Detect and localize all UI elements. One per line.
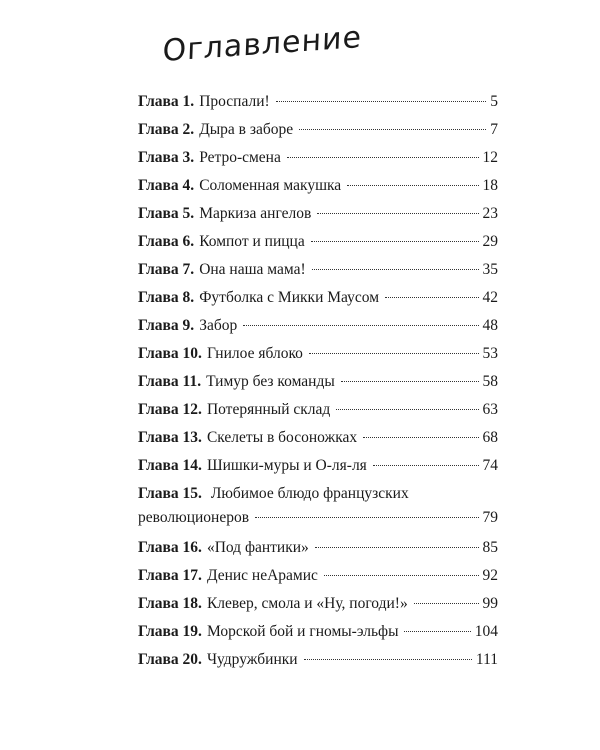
page-number: 18: [482, 177, 498, 194]
chapter-number: Глава 13.: [138, 429, 202, 446]
dot-leader: [299, 129, 486, 130]
chapter-title: Маркиза ангелов: [199, 205, 312, 222]
dot-leader: [304, 659, 472, 660]
dot-leader: [317, 213, 478, 214]
dot-leader: [276, 101, 487, 102]
chapter-title: Компот и пицца: [199, 233, 305, 250]
chapter-title: Футболка с Микки Маусом: [199, 289, 380, 306]
chapter-number: Глава 15.: [138, 485, 202, 502]
toc-entry: [138, 88, 498, 116]
toc-entry: [138, 562, 498, 590]
page-number: 48: [482, 317, 498, 334]
page-number: 111: [475, 651, 498, 668]
toc-list: [138, 88, 498, 674]
toc-entry: [138, 340, 498, 368]
chapter-title: Забор: [199, 317, 238, 334]
chapter-title: «Под фантики»: [206, 539, 309, 556]
dot-leader: [414, 603, 479, 604]
page-number: 92: [482, 567, 498, 584]
toc-entry: [138, 228, 498, 256]
chapter-number: Глава 1.: [138, 93, 195, 110]
toc-entry: [138, 368, 498, 396]
chapter-title: Проспали!: [199, 93, 270, 110]
toc-entry: [138, 312, 498, 340]
toc-entry: [138, 144, 498, 172]
toc-entry: [138, 480, 498, 534]
chapter-number: Глава 12.: [138, 401, 202, 418]
page-number: 85: [482, 539, 498, 556]
chapter-title: Соломенная макушка: [199, 177, 342, 194]
page-number: 12: [482, 149, 498, 166]
toc-entry: [138, 116, 498, 144]
chapter-title: Скелеты в босоножках: [206, 429, 358, 446]
dot-leader: [287, 157, 479, 158]
dot-leader: [336, 409, 478, 410]
page-number: 63: [482, 401, 498, 418]
chapter-number: Глава 17.: [138, 567, 202, 584]
page-number: 58: [482, 373, 498, 390]
page-number: 104: [474, 623, 498, 640]
chapter-number: Глава 9.: [138, 317, 195, 334]
page-number: 79: [482, 509, 498, 526]
chapter-title: Дыра в заборе: [199, 121, 294, 138]
dot-leader: [373, 465, 479, 466]
toc-entry-line-2: [138, 506, 498, 530]
chapter-number: Глава 16.: [138, 539, 202, 556]
chapter-title: Денис неАрамис: [206, 567, 318, 584]
chapter-number: Глава 14.: [138, 457, 202, 474]
toc-entry: [138, 200, 498, 228]
dot-leader: [324, 575, 479, 576]
dot-leader: [341, 381, 479, 382]
toc-entry: [138, 590, 498, 618]
chapter-number: Глава 4.: [138, 177, 195, 194]
chapter-title: Потерянный склад: [206, 401, 331, 418]
page-number: 23: [482, 205, 498, 222]
toc-entry: [138, 172, 498, 200]
toc-entry: [138, 534, 498, 562]
dot-leader: [311, 241, 479, 242]
chapter-number: Глава 18.: [138, 595, 202, 612]
chapter-number: Глава 5.: [138, 205, 195, 222]
toc-entry: [138, 618, 498, 646]
chapter-title: Тимур без команды: [206, 373, 335, 390]
chapter-title: Чудружбинки: [206, 651, 298, 668]
dot-leader: [312, 269, 479, 270]
page-number: 42: [482, 289, 498, 306]
page-number: 99: [482, 595, 498, 612]
toc-entry: [138, 646, 498, 674]
chapter-title-continued: революционеров: [138, 509, 250, 526]
dot-leader: [363, 437, 478, 438]
dot-leader: [385, 297, 478, 298]
dot-leader: [255, 517, 478, 518]
page-number: 74: [482, 457, 498, 474]
chapter-number: Глава 2.: [138, 121, 195, 138]
page-number: 68: [482, 429, 498, 446]
toc-entry-line-1: [138, 482, 498, 506]
chapter-title: Она наша мама!: [199, 261, 306, 278]
dot-leader: [243, 325, 478, 326]
toc-title: Оглавление: [162, 19, 363, 69]
toc-entry: [138, 256, 498, 284]
page-number: 29: [482, 233, 498, 250]
chapter-title: Шишки-муры и О-ля-ля: [206, 457, 367, 474]
chapter-title: Морской бой и гномы-эльфы: [206, 623, 399, 640]
chapter-number: Глава 20.: [138, 651, 202, 668]
chapter-number: Глава 7.: [138, 261, 195, 278]
chapter-number: Глава 19.: [138, 623, 202, 640]
chapter-number: Глава 3.: [138, 149, 195, 166]
page-number: 35: [482, 261, 498, 278]
chapter-title: Ретро-смена: [199, 149, 281, 166]
dot-leader: [404, 631, 470, 632]
toc-entry: [138, 396, 498, 424]
chapter-number: Глава 6.: [138, 233, 195, 250]
chapter-title: Любимое блюдо французских: [210, 485, 409, 502]
page-number: 5: [490, 93, 498, 110]
chapter-number: Глава 10.: [138, 345, 202, 362]
page-number: 53: [482, 345, 498, 362]
dot-leader: [309, 353, 479, 354]
toc-entry: [138, 452, 498, 480]
chapter-number: Глава 11.: [138, 373, 202, 390]
chapter-number: Глава 8.: [138, 289, 195, 306]
toc-entry: [138, 424, 498, 452]
dot-leader: [347, 185, 478, 186]
chapter-title: Гнилое яблоко: [206, 345, 303, 362]
page-number: 7: [490, 121, 498, 138]
dot-leader: [315, 547, 479, 548]
chapter-title: Клевер, смола и «Ну, погоди!»: [206, 595, 408, 612]
toc-entry: [138, 284, 498, 312]
